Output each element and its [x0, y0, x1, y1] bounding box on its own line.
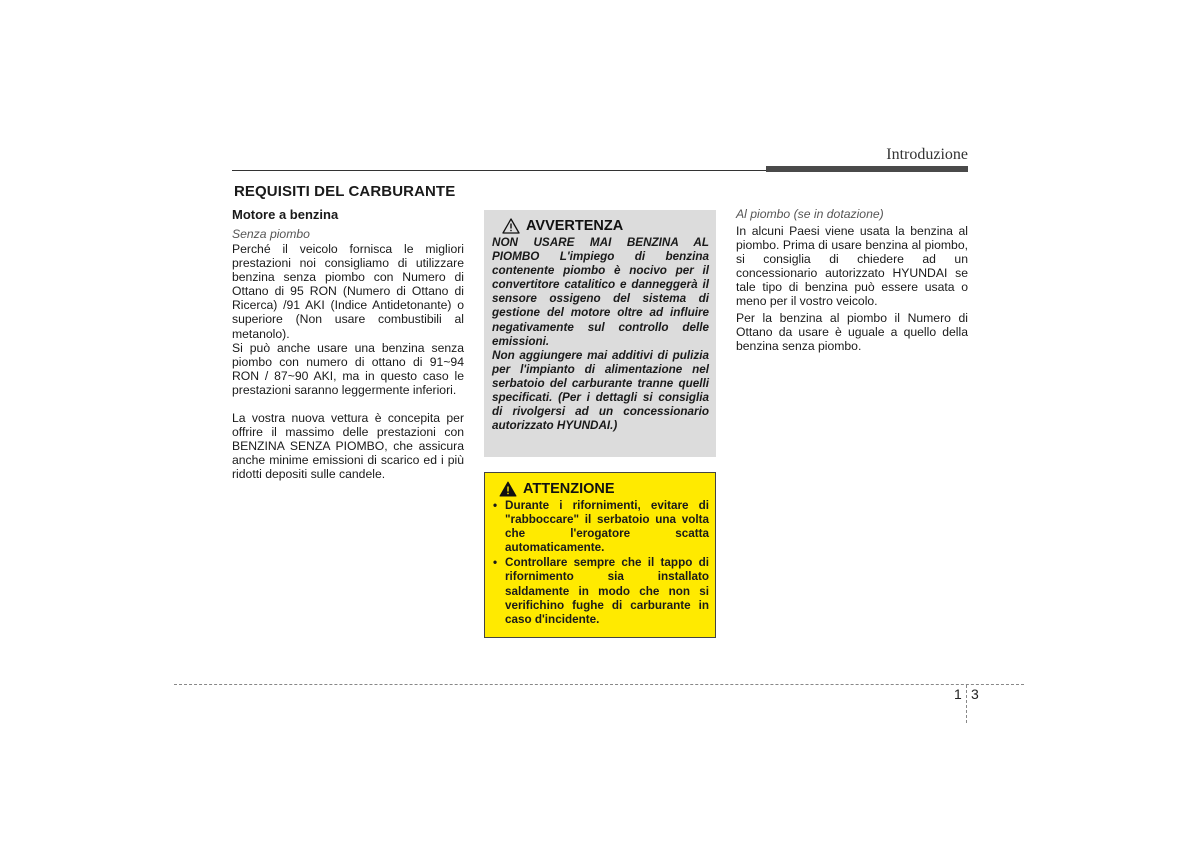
bullet: • [493, 499, 498, 512]
warning-triangle-filled-icon [499, 481, 517, 497]
paragraph-gap [232, 397, 464, 411]
bullet: • [493, 556, 498, 570]
caution-box-title: ATTENZIONE [523, 481, 615, 497]
caution-item-text: Controllare sempre che il tappo di rifornimento sia installato saldamente in modo che non si verifichino fughe di carburante in caso d'incidente. [505, 556, 709, 626]
caution-list [491, 499, 709, 627]
warning-box-title: AVVERTENZA [526, 218, 624, 234]
left-paragraph-3: La vostra nuova vettura è concepita per offrire il massimo delle prestazioni con BENZINA SENZA PIOMBO, che assicura anche minime emissioni di scarico ed i più ridotti depositi sulle candele. [232, 411, 464, 482]
caution-box [484, 472, 716, 638]
footer-dashed-rule [174, 684, 1024, 685]
main-heading: REQUISITI DEL CARBURANTE [234, 183, 456, 200]
warning-paragraph-2: Non aggiungere mai additivi di pulizia per l'impianto di alimentazione nel serbatoio del carburante tranne quelli specificati. (Per i dettagli si consiglia di rivolgersi ad un concessionario autorizzato HYUNDAI.) [492, 348, 709, 433]
caution-item-text: Durante i rifornimenti, evitare di "rabboccare" il serbatoio una volta che l'erogatore scatta automaticamente. [505, 499, 709, 555]
warning-paragraph-1: NON USARE MAI BENZINA AL PIOMBO L'impiego di benzina contenente piombo è nocivo per il convertitore catalitico e danneggerà il sensore ossigeno del sistema di gestione del motore oltre ad influire negativamente sul controllo delle emissioni. [492, 236, 709, 348]
left-paragraph-2: Si può anche usare una benzina senza piombo con numero di ottano di 91~94 RON / 87~90 AKI, ma in questo caso le prestazioni saranno leggermente inferiori. [232, 340, 464, 397]
left-column [232, 207, 464, 482]
right-paragraph-2: Per la benzina al piombo il Numero di Ottano da usare è uguale a quello della benzina senza piombo. [736, 310, 968, 353]
header-accent-bar [766, 166, 968, 172]
warning-box [484, 210, 716, 457]
caution-list-item [491, 556, 709, 626]
right-column-subhead: Al piombo (se in dotazione) [736, 207, 884, 221]
page-number: 3 [971, 686, 979, 702]
left-column-subhead: Senza piombo [232, 227, 310, 241]
right-paragraph-1: In alcuni Paesi viene usata la benzina al piombo. Prima di usare benzina al piombo, si consiglia di chiedere ad un concessionario autorizzato HYUNDAI se tale tipo di benzina può essere usata o meno per il vostro veicolo. [736, 224, 968, 309]
caution-box-header [499, 481, 709, 497]
warning-box-header [502, 218, 709, 234]
left-column-title: Motore a benzina [232, 207, 339, 222]
footer-vertical-dashed-rule [966, 685, 967, 723]
chapter-number: 1 [954, 686, 962, 702]
right-column [736, 207, 968, 353]
section-title: Introduzione [886, 146, 968, 163]
warning-triangle-outline-icon [502, 218, 520, 234]
left-paragraph-1: Perché il veicolo fornisca le migliori prestazioni noi consigliamo di utilizzare benzina senza piombo con Numero di Ottano di 95 RON (Numero di Ottano di Ricerca) /91 AKI (Indice Antidetonante) o superiore (Non usare combustibili al metanolo). [232, 242, 464, 341]
caution-list-item [491, 499, 709, 555]
warning-box-body [492, 236, 709, 433]
